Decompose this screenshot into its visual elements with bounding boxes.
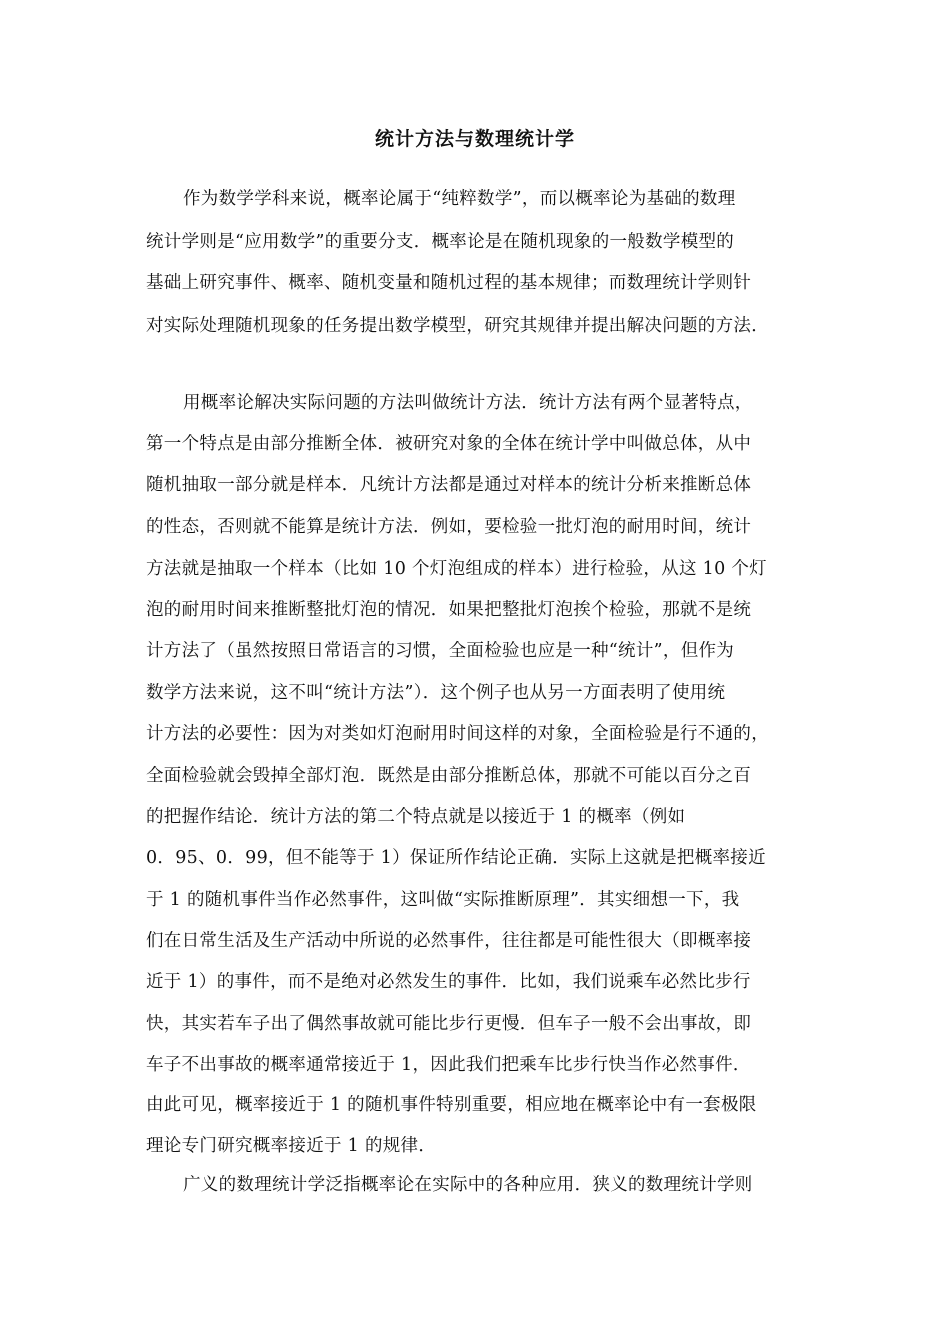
- paragraph-2-line-8: 数学方法来说，这不叫“统计方法”）．这个例子也从另一方面表明了使用统: [146, 683, 726, 703]
- paragraph-1-line-1: 作为数学学科来说，概率论属于“纯粹数学”，而以概率论为基础的数理: [183, 189, 736, 209]
- paragraph-2-line-16: 快，其实若车子出了偶然事故就可能比步行更慢．但车子一般不会出事故，即: [146, 1014, 752, 1034]
- paragraph-2-line-10: 全面检验就会毁掉全部灯泡．既然是由部分推断总体，那就不可能以百分之百: [146, 766, 752, 786]
- paragraph-2-line-1: 用概率论解决实际问题的方法叫做统计方法．统计方法有两个显著特点，: [183, 393, 753, 413]
- page-title: 统计方法与数理统计学: [374, 128, 575, 150]
- paragraph-1-line-3: 基础上研究事件、概率、随机变量和随机过程的基本规律；而数理统计学则针: [146, 273, 752, 293]
- paragraph-2-line-15: 近于 1）的事件，而不是绝对必然发生的事件．比如，我们说乘车必然比步行: [146, 972, 751, 992]
- paragraph-2-line-2: 第一个特点是由部分推断全体．被研究对象的全体在统计学中叫做总体，从中: [146, 434, 752, 454]
- paragraph-2-line-4: 的性态，否则就不能算是统计方法．例如，要检验一批灯泡的耐用时间，统计: [146, 517, 752, 537]
- paragraph-2-line-9: 计方法的必要性：因为对类如灯泡耐用时间这样的对象，全面检验是行不通的，: [146, 724, 769, 744]
- paragraph-1-line-4: 对实际处理随机现象的任务提出数学模型，研究其规律并提出解决问题的方法．: [146, 316, 769, 336]
- paragraph-2-line-13: 于 1 的随机事件当作必然事件，这叫做“实际推断原理”．其实细想一下，我: [146, 890, 740, 910]
- paragraph-2-line-5: 方法就是抽取一个样本（比如 10 个灯泡组成的样本）进行检验，从这 10 个灯: [146, 559, 767, 579]
- paragraph-2-line-18: 由此可见，概率接近于 1 的随机事件特别重要，相应地在概率论中有一套极限: [146, 1095, 757, 1115]
- paragraph-1-line-2: 统计学则是“应用数学”的重要分支．概率论是在随机现象的一般数学模型的: [146, 232, 735, 252]
- paragraph-2-line-12: 0．95、0．99，但不能等于 1）保证所作结论正确．实际上这就是把概率接近: [146, 848, 766, 868]
- paragraph-3-line-1: 广义的数理统计学泛指概率论在实际中的各种应用．狭义的数理统计学则: [183, 1175, 753, 1195]
- paragraph-2-line-7: 计方法了（虽然按照日常语言的习惯，全面检验也应是一种“统计”，但作为: [146, 641, 735, 661]
- paragraph-2-line-11: 的把握作结论．统计方法的第二个特点就是以接近于 1 的概率（例如: [146, 807, 686, 827]
- paragraph-2-line-3: 随机抽取一部分就是样本．凡统计方法都是通过对样本的统计分析来推断总体: [146, 475, 752, 495]
- paragraph-2-line-6: 泡的耐用时间来推断整批灯泡的情况．如果把整批灯泡挨个检验，那就不是统: [146, 600, 752, 620]
- paragraph-2-line-19: 理论专门研究概率接近于 1 的规律．: [146, 1136, 437, 1156]
- paragraph-2-line-14: 们在日常生活及生产活动中所说的必然事件，往往都是可能性很大（即概率接: [146, 931, 752, 951]
- paragraph-2-line-17: 车子不出事故的概率通常接近于 1，因此我们把乘车比步行快当作必然事件．: [146, 1055, 751, 1075]
